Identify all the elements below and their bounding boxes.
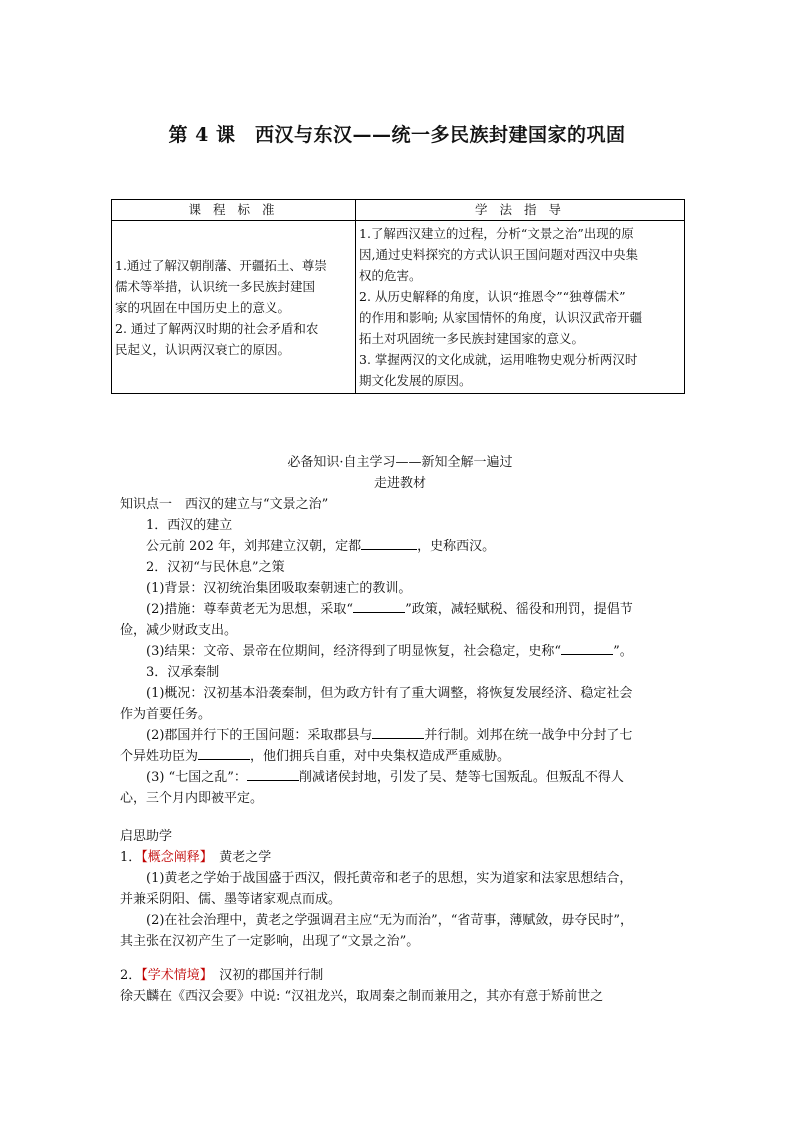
fill-in-line (120, 767, 680, 788)
guide-line: 因,通过史料探究的方式认识王国问题对西汉中央集 (359, 247, 638, 262)
lesson-title: 第 4 课 西汉与东汉——统一多民族封建国家的巩固 (168, 124, 626, 146)
guide-line: 的作用和影响; 从家国情怀的角度，认识汉武帝开疆 (359, 310, 643, 325)
answer-blank[interactable] (372, 725, 424, 739)
text-run: (3) “七国之乱”： (146, 770, 247, 785)
text-run: 1． (120, 850, 142, 865)
text-run: ，他们拥兵自重，对中央集权造成严重威胁。 (250, 749, 511, 764)
text-run: 2． (120, 968, 142, 983)
table-header-study-guide: 学 法 指 导 (356, 200, 685, 221)
answer-blank[interactable] (361, 536, 417, 550)
text-run: 汉初的郡国并行制 (206, 968, 324, 983)
text-run: ”。 (613, 644, 633, 659)
paragraph: (1)背景：汉初统治集团吸取秦朝速亡的教训。 (146, 581, 412, 596)
guide-line: 3. 掌握两汉的文化成就，运用唯物史观分析两汉时 (359, 352, 638, 367)
guide-line: 2. 从历史解释的角度，认识“推恩令”“独尊儒术” (359, 289, 626, 304)
thinking-aid-section (120, 826, 680, 1007)
text-run: 公元前 202 年，刘邦建立汉朝，定都 (146, 539, 362, 554)
answer-blank[interactable] (247, 767, 299, 781)
study-guide-cell (356, 221, 685, 394)
answer-blank[interactable] (353, 599, 405, 613)
text-run: ”政策，减轻赋税、徭役和刑罚，提倡节 (405, 602, 633, 617)
text-run: (2)郡国并行下的王国问题：采取郡县与 (146, 728, 373, 743)
knowledge-section (120, 452, 680, 809)
paragraph: 俭，减少财政支出。 (120, 623, 238, 638)
spacer (120, 952, 680, 965)
subsection-1-title: 1．西汉的建立 (146, 518, 233, 533)
paragraph: 徐天麟在《西汉会要》中说: “汉祖龙兴，取周秦之制而兼用之，其亦有意于矫前世之 (120, 989, 604, 1004)
guide-line: 权的危害。 (359, 268, 422, 283)
section-subheading: 走进教材 (373, 476, 426, 491)
text-run: (2)措施：尊奉黄老无为思想，采取“ (146, 602, 354, 617)
answer-blank[interactable] (561, 641, 613, 655)
paragraph: 其主张在汉初产生了一定影响，出现了“文景之治”。 (120, 934, 420, 949)
fill-in-line (120, 536, 680, 557)
table-header-standards: 课 程 标 准 (112, 200, 356, 221)
knowledge-point-1: 知识点一 西汉的建立与“文景之治” (120, 497, 329, 512)
paragraph: (1)概况：汉初基本沿袭秦制，但为政方针有了重大调整，将恢复发展经济、稳定社会 (146, 686, 633, 701)
paragraph: 并兼采阴阳、儒、墨等诸家观点而成。 (120, 892, 342, 907)
standards-line: 2. 通过了解两汉时期的社会矛盾和农 (115, 320, 319, 336)
standards-line: 民起义，认识两汉衰亡的原因。 (115, 341, 291, 357)
curriculum-standards-table (111, 199, 685, 394)
standards-line: 1.通过了解汉朝削藩、开疆拓土、尊崇 (115, 257, 327, 273)
text-run: (3)结果：文帝、景帝在位期间，经济得到了明显恢复，社会稳定，史称“ (146, 644, 562, 659)
fill-in-line (120, 746, 680, 767)
concept-tag: 【概念阐释】 (141, 850, 207, 865)
guide-line: 期文化发展的原因。 (359, 373, 472, 388)
subsection-3-title: 3．汉承秦制 (146, 665, 220, 680)
paragraph: 心，三个月内即被平定。 (120, 791, 264, 806)
concept-heading (120, 847, 680, 868)
paragraph: (2)在社会治理中，黄老之学强调君主应“无为而治”，“省苛事，薄赋敛，毋夺民时”， (146, 913, 633, 928)
text-run: ，史称西汉。 (417, 539, 496, 554)
paragraph: 作为首要任务。 (120, 707, 212, 722)
fill-in-line (120, 599, 680, 620)
context-tag: 【学术情境】 (141, 968, 207, 983)
guide-line: 拓土对巩固统一多民族封建国家的意义。 (359, 331, 585, 346)
text-run: 削减诸侯封地，引发了吴、楚等七国叛乱。但叛乱不得人 (298, 770, 624, 785)
guide-line: 1.了解西汉建立的过程，分析“文景之治”出现的原 (359, 226, 634, 241)
standards-cell (112, 221, 356, 394)
fill-in-line (120, 641, 680, 662)
paragraph: (1)黄老之学始于战国盛于西汉，假托黄帝和老子的思想，实为道家和法家思想结合， (146, 871, 633, 886)
section-heading: 必备知识·自主学习——新知全解一遍过 (287, 455, 513, 470)
standards-line: 儒术等举措，认识统一多民族封建国 (115, 278, 316, 294)
thinking-aid-heading: 启思助学 (120, 829, 173, 844)
subsection-2-title: 2．汉初“与民休息”之策 (146, 560, 285, 575)
text-run: 黄老之学 (206, 850, 272, 865)
answer-blank[interactable] (198, 746, 250, 760)
fill-in-line (120, 725, 680, 746)
text-run: 并行制。刘邦在统一战争中分封了七 (424, 728, 633, 743)
context-heading (120, 965, 680, 986)
standards-line: 家的巩固在中国历史上的意义。 (115, 299, 291, 315)
text-run: 个异姓功臣为 (120, 749, 199, 764)
